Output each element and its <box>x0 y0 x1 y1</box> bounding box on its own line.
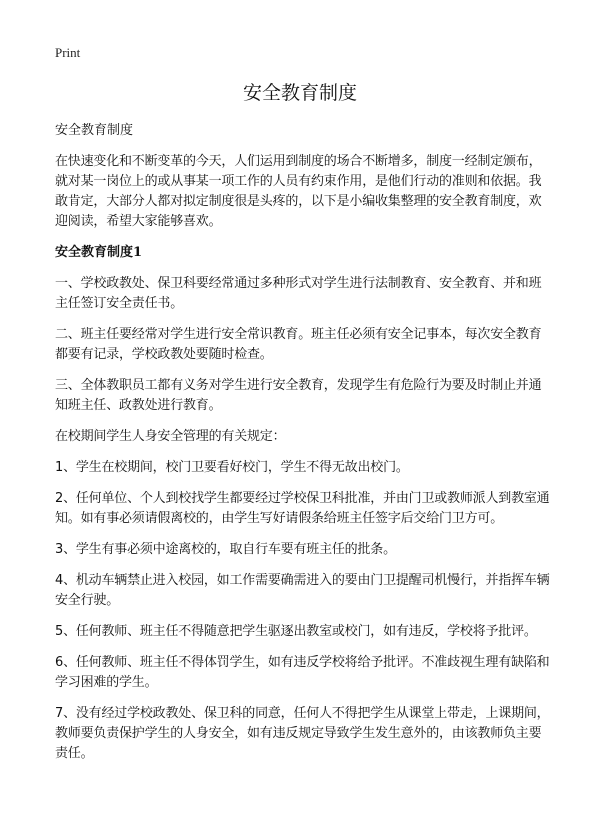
rule-item-7: 7、没有经过学校政教处、保卫科的同意，任何人不得把学生从课堂上带走，上课期间，教师要负责保护学生的人身安全，如有违反规定导致学生发生意外的，由该教师负主要责任。 <box>55 706 550 761</box>
document-body <box>55 121 551 775</box>
print-link[interactable]: Print <box>55 45 81 60</box>
rule-item-3: 3、学生有事必须中途离校的，取自行车要有班主任的批条。 <box>55 542 396 557</box>
intro-paragraph: 在快速变化和不断变革的今天，人们运用到制度的场合不断增多，制度一经制定颁布，就对某一岗位上的或从事某一项工作的人员有约束作用，是他们行动的准则和依据。我敢肯定，大部分人都对拟定制度很是头疼的，以下是小编收集整理的安全教育制度，欢迎阅读，希望大家能够喜欢。 <box>55 154 542 229</box>
rule-item-6: 6、任何教师、班主任不得体罚学生，如有违反学校将给予批评。不准歧视生理有缺陷和学习困难的学生。 <box>55 655 550 690</box>
rule-item-4: 4、机动车辆禁止进入校园，如工作需要确需进入的要由门卫提醒司机慢行，并指挥车辆安全行驶。 <box>55 573 550 608</box>
paragraph-rules-heading: 在校期间学生人身安全管理的有关规定： <box>55 429 286 444</box>
rule-item-5: 5、任何教师、班主任不得随意把学生驱逐出教室或校门，如有违反，学校将予批评。 <box>55 624 537 639</box>
section-heading: 安全教育制度1 <box>55 245 143 260</box>
paragraph-1: 一、学校政教处、保卫科要经常通过多种形式对学生进行法制教育、安全教育、并和班主任签订安全责任书。 <box>55 276 542 311</box>
paragraph-3: 三、全体教职员工都有义务对学生进行安全教育，发现学生有危险行为要及时制止并通知班主任、政教处进行教育。 <box>55 378 542 413</box>
document-subtitle: 安全教育制度 <box>55 123 134 138</box>
page-title: 安全教育制度 <box>242 82 357 104</box>
rule-item-1: 1、学生在校期间，校门卫要看好校门，学生不得无故出校门。 <box>55 460 409 475</box>
paragraph-2: 二、班主任要经常对学生进行安全常识教育。班主任必须有安全记事本，每次安全教育都要有记录，学校政教处要随时检查。 <box>55 327 542 362</box>
rule-item-2: 2、任何单位、个人到校找学生都要经过学校保卫科批准，并由门卫或教师派人到教室通知。如有事必须请假离校的，由学生写好请假条给班主任签字后交给门卫方可。 <box>55 491 550 526</box>
